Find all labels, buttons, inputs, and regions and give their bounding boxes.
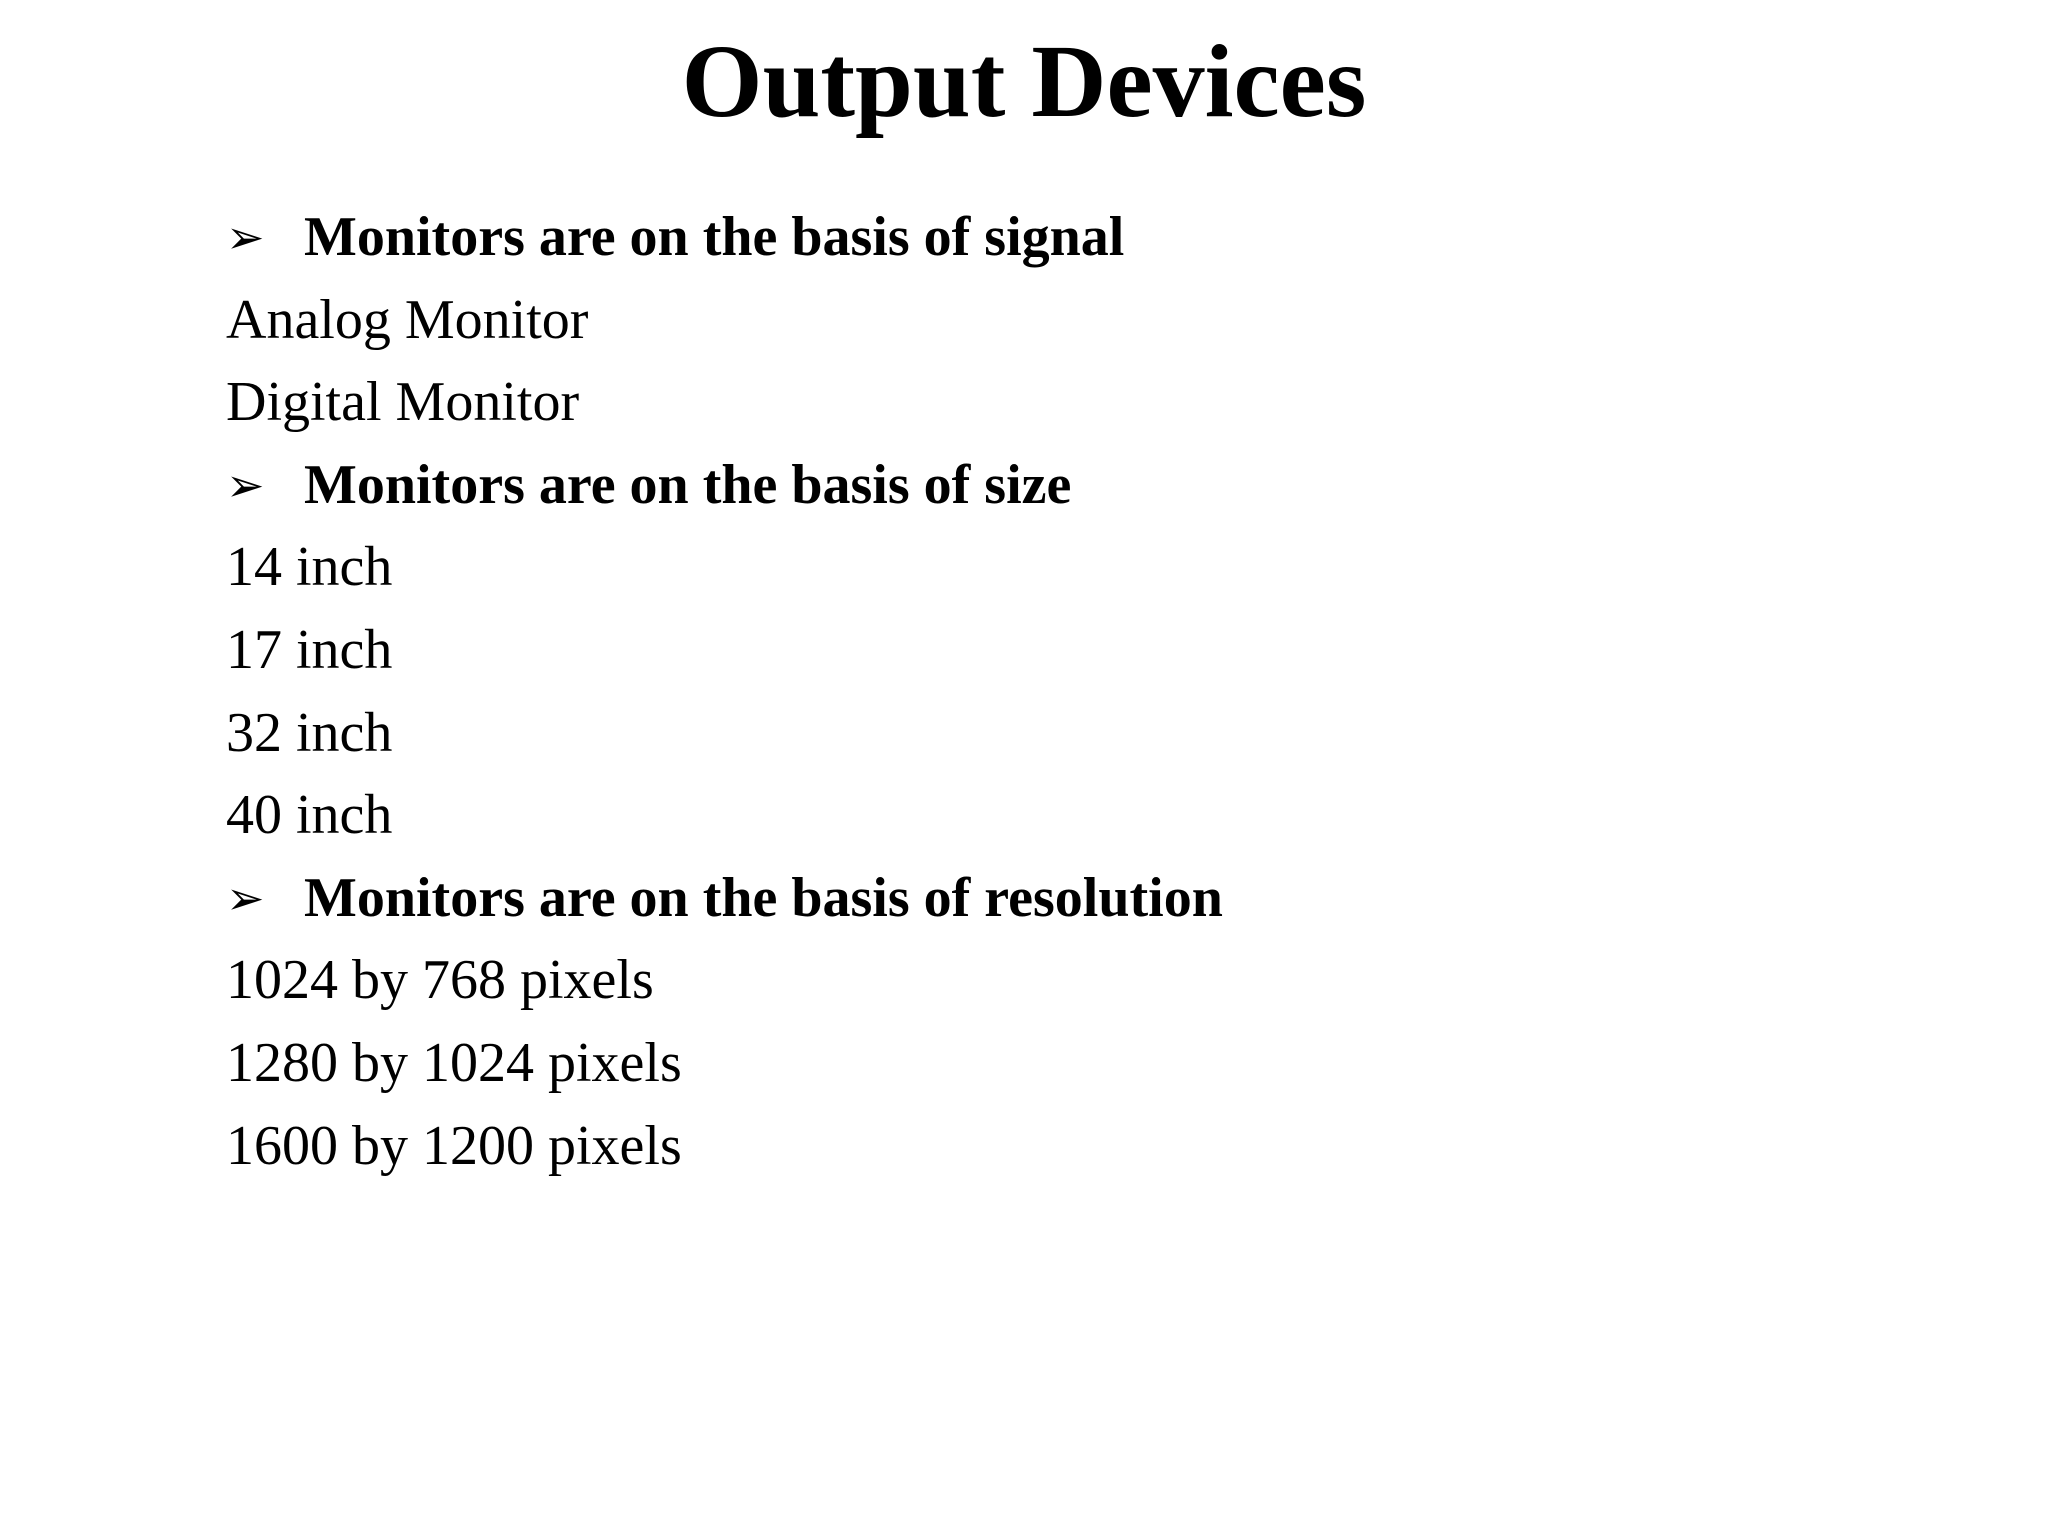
arrowhead-bullet-icon: ➢ bbox=[226, 870, 265, 925]
heading-text: Monitors are on the basis of size bbox=[304, 453, 1072, 516]
list-item: 14 inch bbox=[226, 536, 393, 599]
list-item: Analog Monitor bbox=[226, 288, 589, 351]
heading-size bbox=[226, 444, 1926, 527]
heading-resolution bbox=[226, 857, 1926, 940]
list-item: 1600 by 1200 pixels bbox=[226, 1114, 682, 1177]
heading-signal bbox=[226, 196, 1926, 279]
list-item: 17 inch bbox=[226, 618, 393, 681]
heading-text: Monitors are on the basis of resolution bbox=[304, 866, 1223, 929]
list-item: 1024 by 768 pixels bbox=[226, 949, 654, 1012]
arrowhead-bullet-icon: ➢ bbox=[226, 210, 265, 264]
list-item: 1280 by 1024 pixels bbox=[226, 1031, 682, 1094]
slide-title: Output Devices bbox=[681, 24, 1367, 139]
slide-content bbox=[226, 196, 1926, 1187]
heading-text: Monitors are on the basis of signal bbox=[304, 206, 1125, 268]
list-item: Digital Monitor bbox=[226, 371, 580, 434]
arrowhead-bullet-icon: ➢ bbox=[226, 457, 265, 512]
list-item: 40 inch bbox=[226, 784, 393, 847]
list-item: 32 inch bbox=[226, 701, 393, 764]
